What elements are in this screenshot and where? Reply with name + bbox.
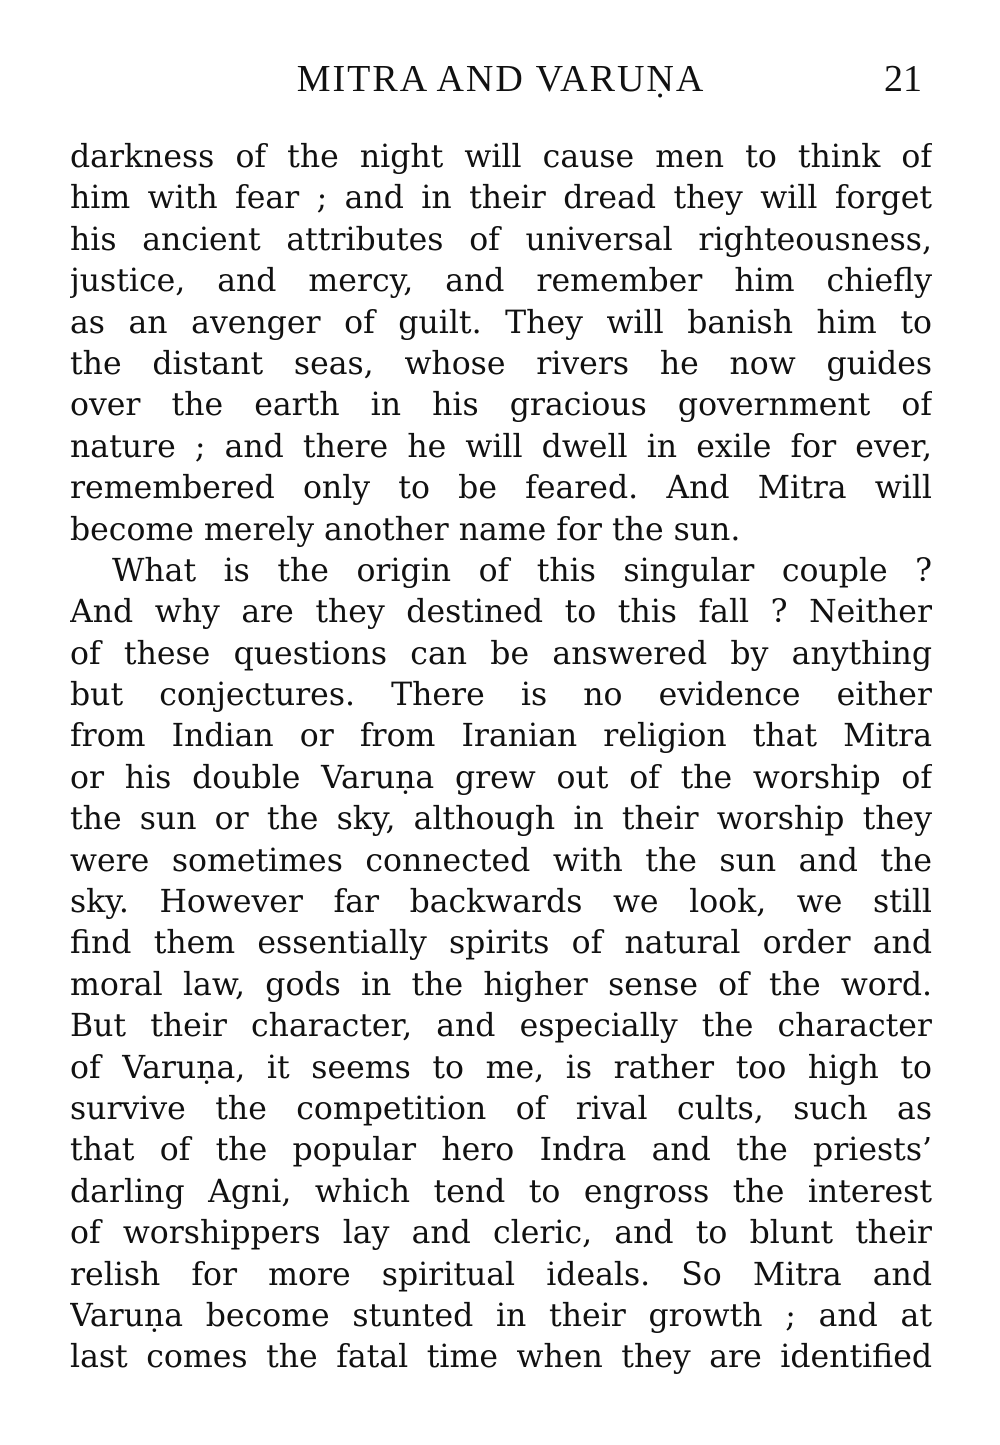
text-line: nature ; and there he will dwell in exile for ever, (70, 428, 932, 465)
text-line: But their character, and especially the character (70, 1008, 932, 1045)
text-line: darkness of the night will cause men to think of (70, 139, 932, 175)
text-line: justice, and mercy, and remember him chiefly (70, 263, 932, 300)
text-line: his ancient attributes of universal righteousness, (70, 221, 932, 258)
text-line: him with fear ; and in their dread they will forget (70, 180, 932, 217)
running-title: MITRA AND VARUṆA (296, 58, 706, 100)
text-line: that of the popular hero Indra and the priests’ (70, 1132, 932, 1169)
text-line: relish for more spiritual ideals. So Mitra and (70, 1256, 932, 1293)
text-line: of these questions can be answered by anything (70, 635, 932, 672)
text-line: Varuṇa become stunted in their growth ; and at (70, 1297, 932, 1334)
text-line: were sometimes connected with the sun and the (70, 842, 932, 879)
body-text (70, 137, 932, 1379)
running-head (70, 54, 932, 104)
text-line: as an avenger of guilt. They will banish him to (70, 304, 932, 341)
text-line: And why are they destined to this fall ? Neither (70, 594, 932, 631)
text-line: of Varuṇa, it seems to me, is rather too high to (70, 1049, 932, 1086)
text-line: from Indian or from Iranian religion that Mitra (70, 718, 932, 755)
text-line: find them essentially spirits of natural order and (70, 925, 932, 962)
paragraph-end-line: become merely another name for the sun. (70, 511, 741, 548)
text-line: of worshippers lay and cleric, and to blunt their (70, 1215, 932, 1252)
text-line: but conjectures. There is no evidence either (70, 677, 932, 714)
text-line: darling Agni, which tend to engross the interest (70, 1173, 932, 1210)
text-line: last comes the fatal time when they are identified (70, 1339, 932, 1376)
page-number: 21 (884, 58, 922, 100)
text-line: moral law, gods in the higher sense of the word. (70, 966, 932, 1003)
text-line: the sun or the sky, although in their worship they (70, 801, 932, 838)
text-line: sky. However far backwards we look, we still (70, 884, 932, 921)
text-line: the distant seas, whose rivers he now guides (70, 345, 932, 382)
text-line: survive the competition of rival cults, such as (70, 1090, 932, 1127)
text-line: remembered only to be feared. And Mitra will (70, 470, 932, 507)
paragraph-start-line: What is the origin of this singular couple ? (112, 552, 932, 589)
text-line: over the earth in his gracious government of (70, 387, 932, 424)
text-line: or his double Varuṇa grew out of the worship of (70, 759, 932, 796)
